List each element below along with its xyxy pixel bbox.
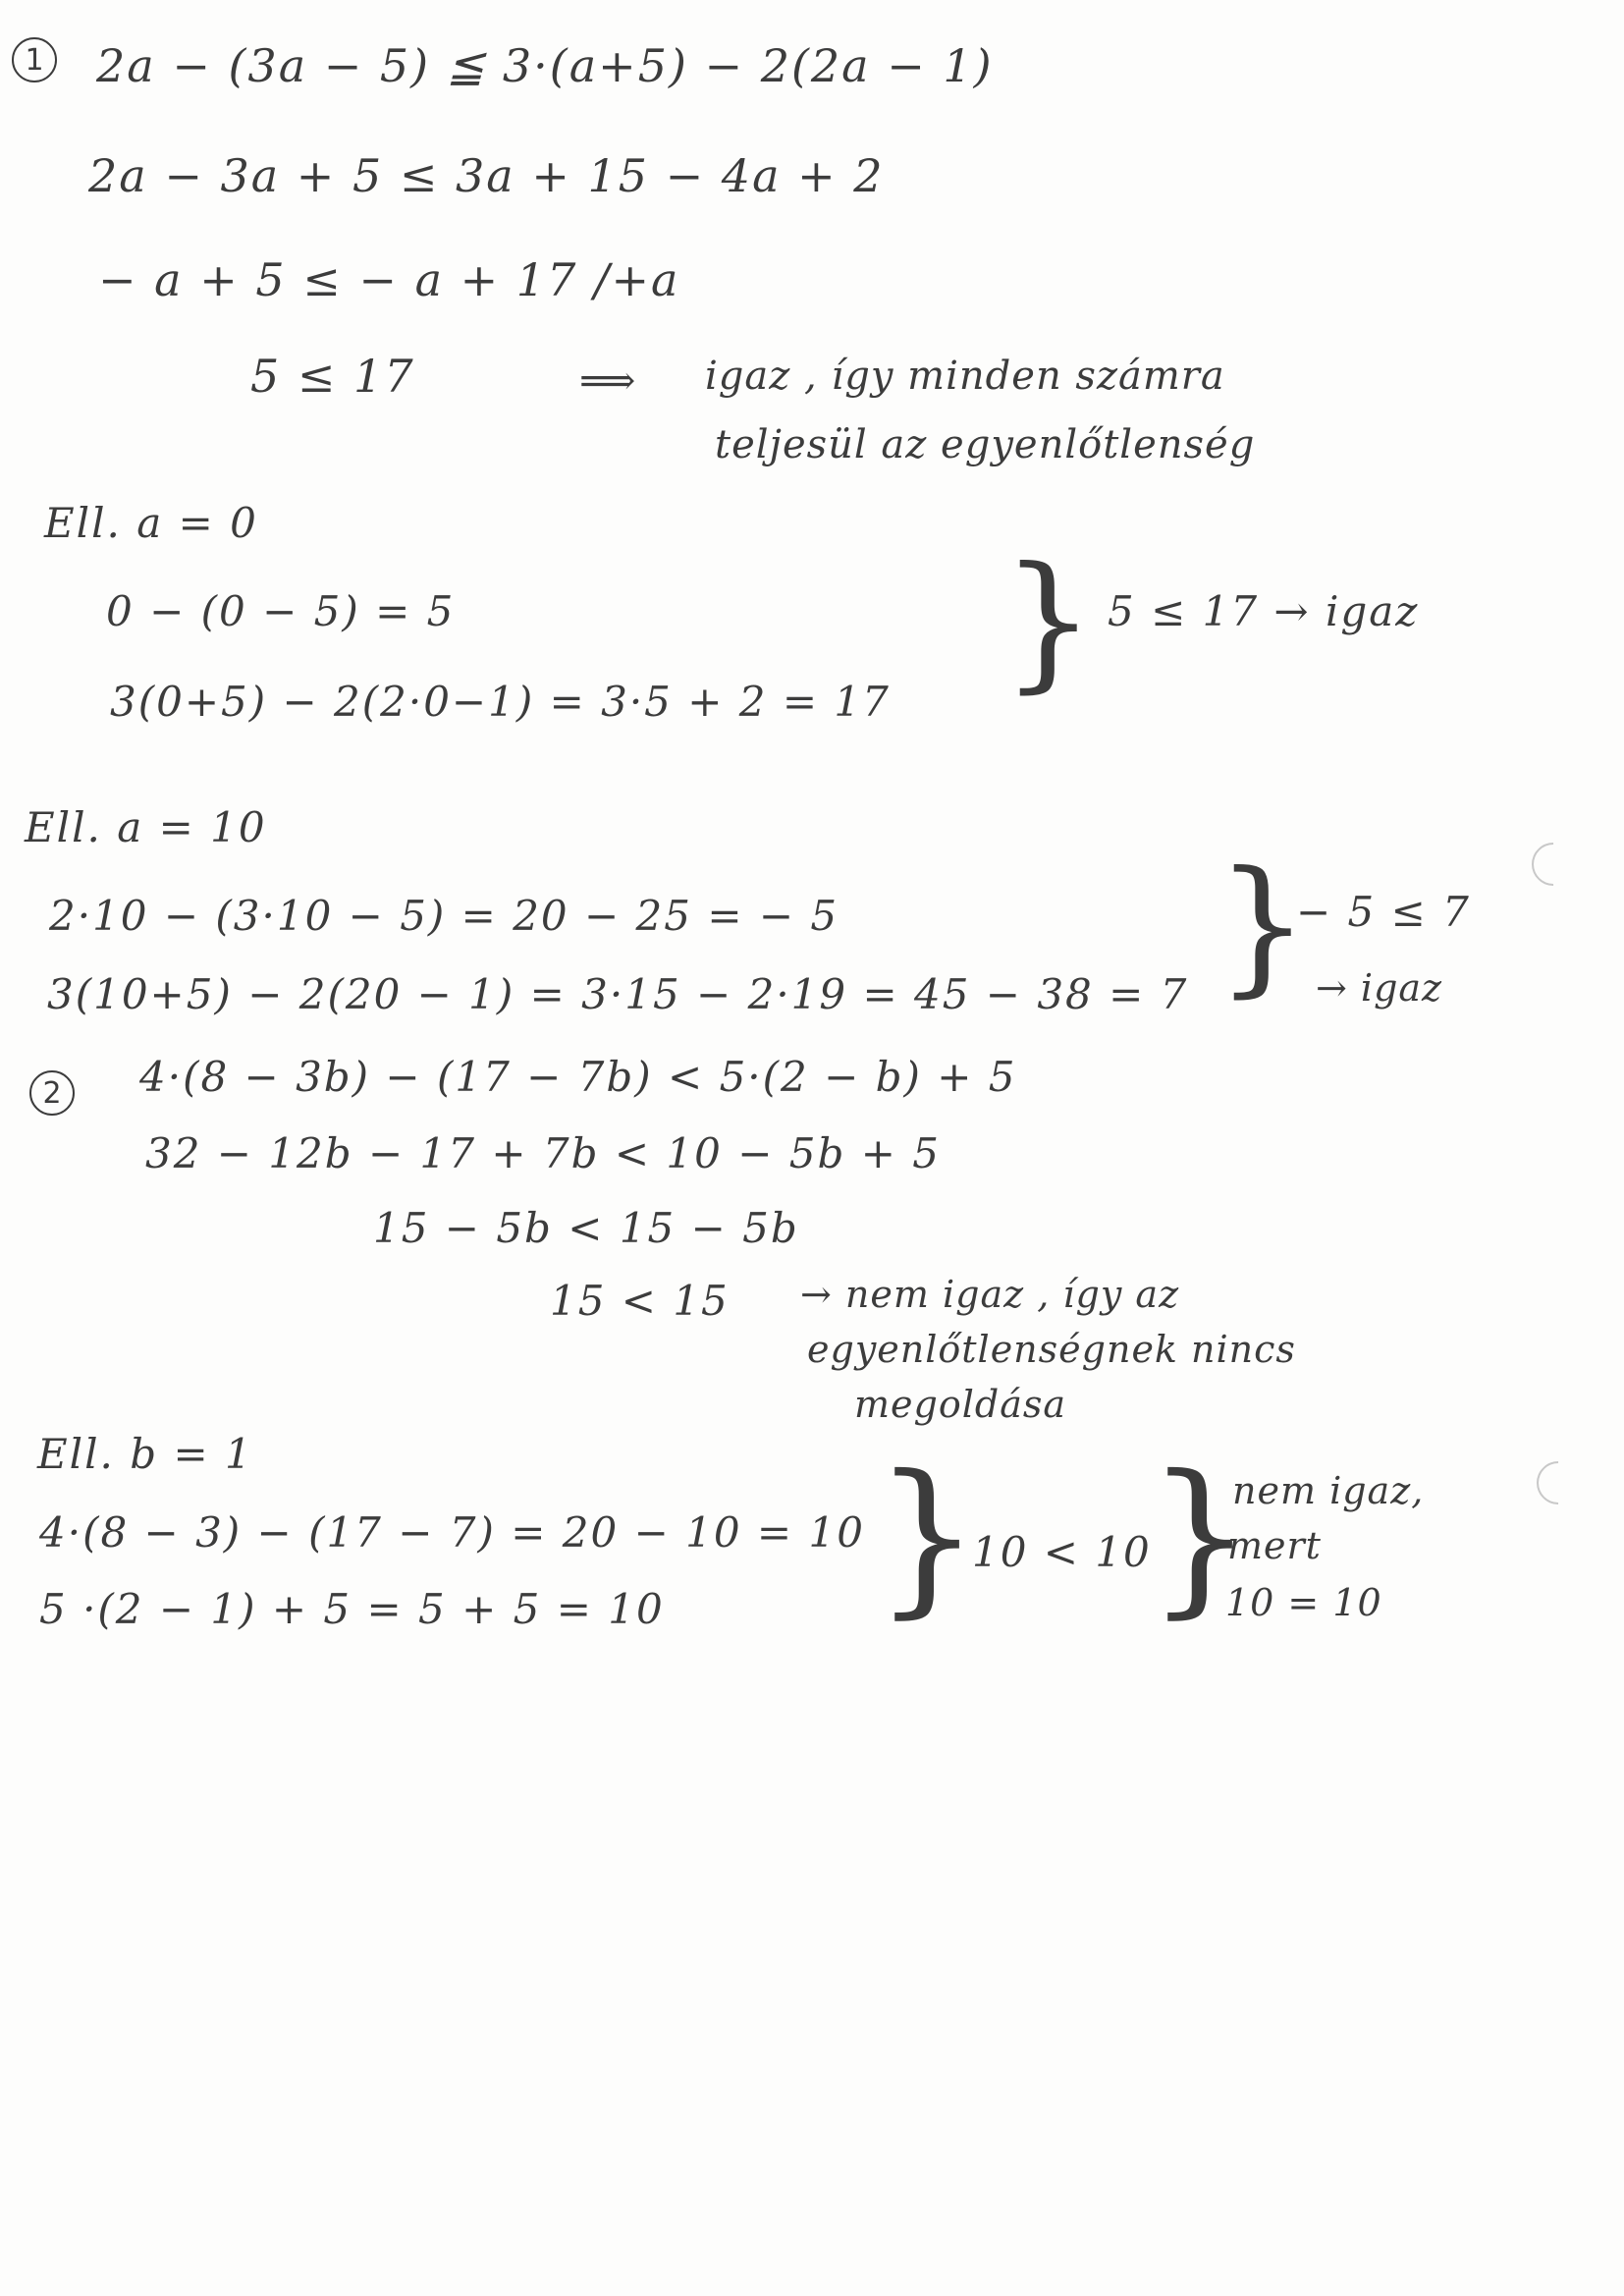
problem-1-line-1: 2a − (3a − 5) ≦ 3·(a+5) − 2(2a − 1): [96, 39, 994, 92]
problem-1-number: [12, 37, 57, 82]
problem-1-line-2: 2a − 3a + 5 ≤ 3a + 15 − 4a + 2: [88, 149, 885, 202]
check-2-verdict: → igaz: [1316, 966, 1443, 1010]
check-3-line-2: 5 ·(2 − 1) + 5 = 5 + 5 = 10: [39, 1585, 665, 1633]
check-1-result: 5 ≤ 17 → igaz: [1108, 587, 1420, 635]
problem-1-line-4: 5 ≤ 17: [250, 350, 415, 403]
problem-2-line-4: 15 < 15: [550, 1277, 730, 1325]
check-2-header: Ell. a = 10: [25, 803, 267, 851]
problem-2-line-3: 15 − 5b < 15 − 5b: [373, 1204, 799, 1252]
problem-1-number-text: 1: [25, 42, 44, 78]
check-3-line-1: 4·(8 − 3) − (17 − 7) = 20 − 10 = 10: [39, 1508, 865, 1557]
check-1-header: Ell. a = 0: [44, 499, 258, 547]
check-1-line-1: 0 − (0 − 5) = 5: [106, 587, 456, 635]
check-3-verdict-1: nem igaz,: [1232, 1469, 1425, 1512]
check-2-line-2: 3(10+5) − 2(20 − 1) = 3·15 − 2·19 = 45 − 38 = 7: [47, 970, 1189, 1018]
problem-2-number: [29, 1070, 75, 1116]
check-1-line-2: 3(0+5) − 2(2·0−1) = 3·5 + 2 = 17: [110, 678, 891, 726]
problem-1-conclusion-1: igaz , így minden számra: [705, 354, 1225, 399]
problem-2-conclusion-3: megoldása: [854, 1383, 1067, 1426]
problem-1-line-3: − a + 5 ≤ − a + 17 /+a: [98, 253, 680, 306]
check-2-line-1: 2·10 − (3·10 − 5) = 20 − 25 = − 5: [49, 892, 839, 940]
check-3-header: Ell. b = 1: [37, 1430, 253, 1478]
check-2-brace: }: [1216, 841, 1310, 1011]
problem-2-conclusion-1: → nem igaz , így az: [800, 1273, 1180, 1316]
problem-2-conclusion-2: egyenlőtlenségnek nincs: [807, 1328, 1296, 1371]
problem-2-line-2: 32 − 12b − 17 + 7b < 10 − 5b + 5: [145, 1129, 941, 1177]
check-3-brace-right: }: [1147, 1440, 1254, 1634]
check-3-verdict-2: mert: [1227, 1524, 1322, 1567]
check-1-brace: }: [1001, 536, 1096, 707]
margin-mark-bottom: [1528, 1452, 1589, 1513]
check-3-verdict-3: 10 = 10: [1225, 1581, 1382, 1624]
check-2-result: − 5 ≤ 7: [1296, 888, 1471, 936]
problem-1-conclusion-2: teljesül az egyenlőtlenség: [715, 422, 1256, 467]
check-3-result: 10 < 10: [972, 1528, 1152, 1576]
margin-mark-top: [1523, 834, 1584, 895]
check-3-brace-left: }: [874, 1440, 981, 1634]
problem-2-line-1: 4·(8 − 3b) − (17 − 7b) < 5·(2 − b) + 5: [139, 1053, 1017, 1101]
problem-1-arrow: ⟹: [579, 358, 637, 404]
problem-2-number-text: 2: [42, 1075, 62, 1111]
